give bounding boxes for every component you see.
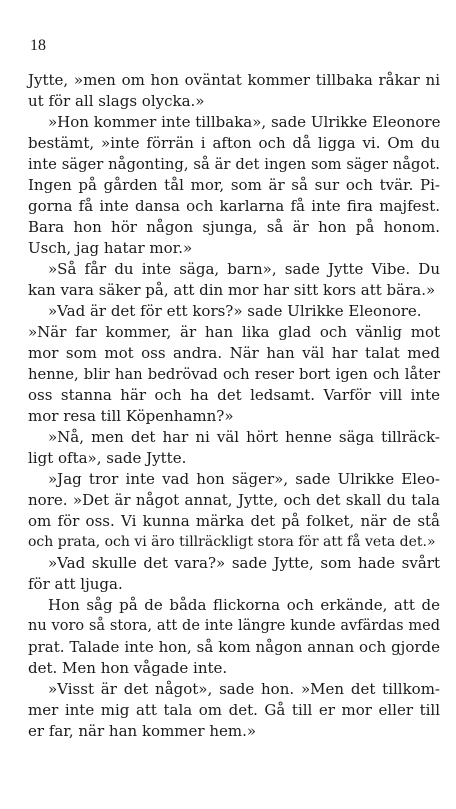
text-line: det. Men hon vågade inte. bbox=[28, 659, 228, 677]
text-line: ligt ofta», sade Jytte. bbox=[28, 449, 187, 467]
text-line: mor resa till Köpenhamn?» bbox=[28, 407, 234, 425]
text-line: nu voro så stora, att de inte längre kunde avfärdas med bbox=[28, 618, 440, 634]
text-line: »När far kommer, är han lika glad och vänlig mot bbox=[28, 323, 440, 341]
text-line: prat. Talade inte hon, så kom någon annan och gjorde bbox=[28, 638, 440, 656]
text-line: ut för all slags olycka.» bbox=[28, 92, 205, 110]
page-number: 18 bbox=[30, 37, 46, 54]
text-line: för att ljuga. bbox=[28, 575, 123, 593]
text-line: Jytte, »men om hon oväntat kommer tillbaka råkar ni bbox=[28, 71, 440, 89]
text-line: »Vad är det för ett kors?» sade Ulrikke Eleonore. bbox=[48, 302, 422, 320]
text-line: »Vad skulle det vara?» sade Jytte, som hade svårt bbox=[48, 554, 440, 572]
text-line: henne, blir han bedrövad och reser bort igen och låter bbox=[28, 366, 440, 383]
text-line: Ingen på gården tål mor, som är så sur och tvär. Pi- bbox=[28, 176, 440, 194]
text-line: gorna få inte dansa och karlarna få inte fira majfest. bbox=[28, 197, 440, 215]
text-line: mer inte mig att tala om det. Gå till er mor eller till bbox=[28, 701, 440, 719]
text-line: er far, när han kommer hem.» bbox=[28, 722, 257, 740]
text-line: »Så får du inte säga, barn», sade Jytte Vibe. Du bbox=[48, 260, 440, 278]
text-line: oss stanna här och ha det ledsamt. Varför vill inte bbox=[28, 386, 440, 404]
text-line: bestämt, »inte förrän i afton och då ligga vi. Om du bbox=[28, 134, 440, 152]
text-line: »Nå, men det har ni väl hört henne säga tillräck- bbox=[48, 428, 440, 446]
text-line: Hon såg på de båda flickorna och erkände, att de bbox=[48, 596, 440, 614]
body-text bbox=[28, 70, 440, 742]
text-line: nore. »Det är något annat, Jytte, och det skall du tala bbox=[28, 491, 440, 509]
text-line: Usch, jag hatar mor.» bbox=[28, 239, 193, 257]
text-line: om för oss. Vi kunna märka det på folket, när de stå bbox=[28, 512, 440, 530]
text-line: och prata, och vi äro tillräckligt stora för att få veta det.» bbox=[28, 534, 436, 550]
text-line: »Jag tror inte vad hon säger», sade Ulrikke Eleo- bbox=[48, 470, 440, 488]
text-line: inte säger någonting, så är det ingen som säger något. bbox=[28, 156, 440, 173]
text-line: mor som mot oss andra. När han väl har talat med bbox=[28, 344, 440, 362]
text-line: kan vara säker på, att din mor har sitt kors att bära.» bbox=[28, 281, 436, 299]
text-line: »Visst är det något», sade hon. »Men det tillkom- bbox=[48, 680, 440, 698]
text-line: »Hon kommer inte tillbaka», sade Ulrikke Eleonore bbox=[48, 113, 441, 131]
text-line: Bara hon hör någon sjunga, så är hon på honom. bbox=[28, 218, 440, 236]
